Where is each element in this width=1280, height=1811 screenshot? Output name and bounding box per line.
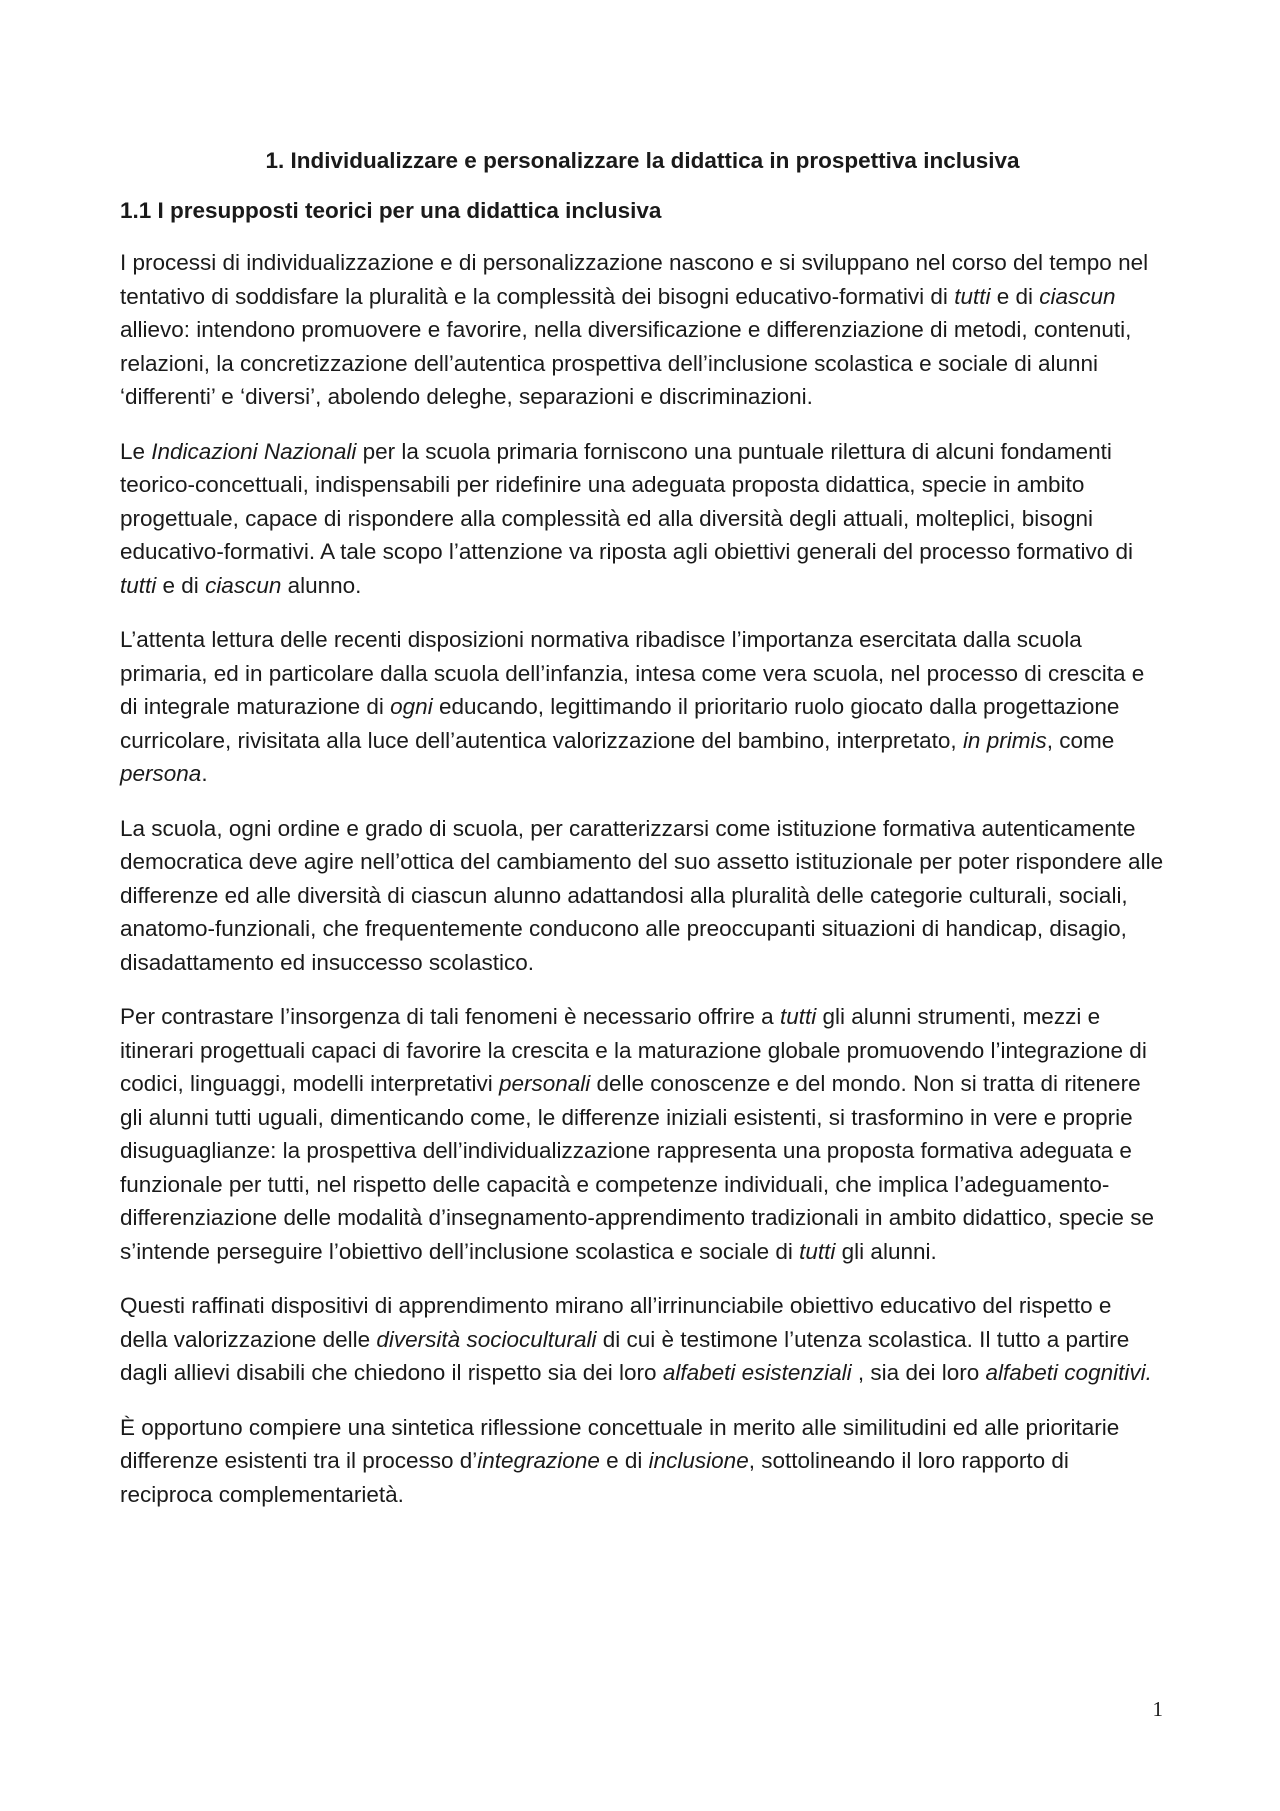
emphasis-text: personali xyxy=(498,1071,591,1096)
emphasis-text: integrazione xyxy=(477,1448,600,1473)
emphasis-text: Indicazioni Nazionali xyxy=(151,438,357,464)
text-run: alunno. xyxy=(281,572,362,598)
emphasis-text: alfabeti cognitivi. xyxy=(985,1360,1152,1385)
text-run: gli alunni strumenti, mezzi e itinerari progettuali capaci di favorire la crescita e la maturazione globale promuovendo l’integrazione di codici, linguaggi, modelli interpretativi xyxy=(120,1004,1147,1096)
text-run: , come xyxy=(1046,727,1115,753)
paragraph xyxy=(120,623,1165,791)
emphasis-text: ciascun xyxy=(205,572,282,598)
emphasis-text: tutti xyxy=(120,572,157,598)
text-run: di cui è testimone l’utenza scolastica. Il tutto a partire dagli allievi disabili che chiedono il rispetto sia dei loro xyxy=(120,1326,1130,1385)
emphasis-text: diversità socioculturali xyxy=(376,1326,597,1352)
text-run: e di xyxy=(599,1448,649,1473)
text-run: , sottolineando il loro rapporto di reciproca complementarietà. xyxy=(120,1448,1069,1507)
text-run: . xyxy=(201,761,208,786)
emphasis-text: tutti xyxy=(954,283,991,309)
text-run: e di xyxy=(156,572,206,598)
emphasis-text: ciascun xyxy=(1039,283,1116,309)
paragraph xyxy=(120,1000,1165,1268)
text-run: Per contrastare l’insorgenza di tali fenomeni è necessario offrire a xyxy=(120,1004,780,1029)
text-run: delle conoscenze e del mondo. Non si tratta di ritenere gli alunni tutti uguali, dimenticando come, le differenze iniziali esistenti, si trasformino in vere e proprie disuguaglianze: la prospettiva dell’individualizzazione rappresenta una proposta formativa adeguata e funzionale per tutti, nel rispetto delle capacità e competenze individuali, che implica l’adeguamento-differenziazione delle modalità d’insegnamento-apprendimento tradizionali in ambito didattico, specie se s’intende perseguire l’obiettivo dell’inclusione scolastica e sociale di xyxy=(120,1071,1154,1264)
text-run: per la scuola primaria forniscono una puntuale rilettura di alcuni fondamenti teorico-concettuali, indispensabili per ridefinire una adeguata proposta didattica, specie in ambito progettuale, capace di rispondere alla complessità ed alla diversità degli attuali, molteplici, bisogni educativo-formativi. A tale scopo l’attenzione va riposta agli obiettivi generali del processo formativo di xyxy=(120,438,1134,564)
text-run: Le xyxy=(120,438,152,464)
paragraph xyxy=(120,435,1165,603)
emphasis-text: tutti xyxy=(799,1238,836,1264)
text-run: , sia dei loro xyxy=(851,1360,986,1385)
paragraph xyxy=(120,246,1165,414)
text-run: I processi di individualizzazione e di personalizzazione nascono e si sviluppano nel corso del tempo nel tentativo di soddisfare la pluralità e la complessità dei bisogni educativo-formativi di xyxy=(120,250,1149,309)
emphasis-text: persona xyxy=(120,761,202,786)
text-run: allievo: intendono promuovere e favorire, nella diversificazione e differenziazione di metodi, contenuti, relazioni, la concretizzazione dell’autentica prospettiva dell’inclusione scolastica e sociale di alunni ‘differenti’ e ‘diversi’, abolendo deleghe, separazioni e discriminazioni. xyxy=(120,317,1132,409)
emphasis-text: inclusione xyxy=(648,1448,749,1473)
text-run: educando, legittimando il prioritario ruolo giocato dalla progettazione curricolare, rivisitata alla luce dell’autentica valorizzazione del bambino, interpretato, xyxy=(120,694,1120,753)
text-run: È opportuno compiere una sintetica riflessione concettuale in merito alle similitudini ed alle prioritarie differenze esistenti tra il processo d’ xyxy=(120,1414,1120,1473)
emphasis-text: tutti xyxy=(779,1004,817,1029)
chapter-title: 1. Individualizzare e personalizzare la didattica in prospettiva inclusiva xyxy=(265,148,1020,173)
text-run: La scuola, ogni ordine e grado di scuola, per caratterizzarsi come istituzione formativa autenticamente democratica deve agire nell’ottica del cambiamento del suo assetto istituzionale per poter rispondere alle differenze ed alle diversità di ciascun alunno adattandosi alla pluralità delle categorie culturali, sociali, anatomo-funzionali, che frequentemente conducono alle preoccupanti situazioni di handicap, disagio, disadattamento ed insuccesso scolastico. xyxy=(120,815,1164,975)
emphasis-text: alfabeti esistenziali xyxy=(662,1360,852,1385)
emphasis-text: in primis xyxy=(962,727,1047,753)
document-body xyxy=(120,145,1165,1532)
text-run: L’attenta lettura delle recenti disposizioni normativa ribadisce l’importanza esercitata dalla scuola primaria, ed in particolare dalla scuola dell’infanzia, intesa come vera scuola, nel processo di crescita e di integrale maturazione di xyxy=(120,627,1145,719)
page-number: 1 xyxy=(1152,1697,1163,1721)
text-run: e di xyxy=(990,283,1040,309)
emphasis-text: ogni xyxy=(390,694,433,719)
text-run: gli alunni. xyxy=(835,1238,937,1264)
text-run: Questi raffinati dispositivi di apprendimento mirano all’irrinunciabile obiettivo educativo del rispetto e della valorizzazione delle xyxy=(120,1293,1112,1352)
section-heading: 1.1 I presupposti teorici per una didattica inclusiva xyxy=(120,197,662,223)
paragraph xyxy=(120,1411,1165,1512)
paragraph xyxy=(120,1289,1165,1390)
paragraph xyxy=(120,812,1165,980)
